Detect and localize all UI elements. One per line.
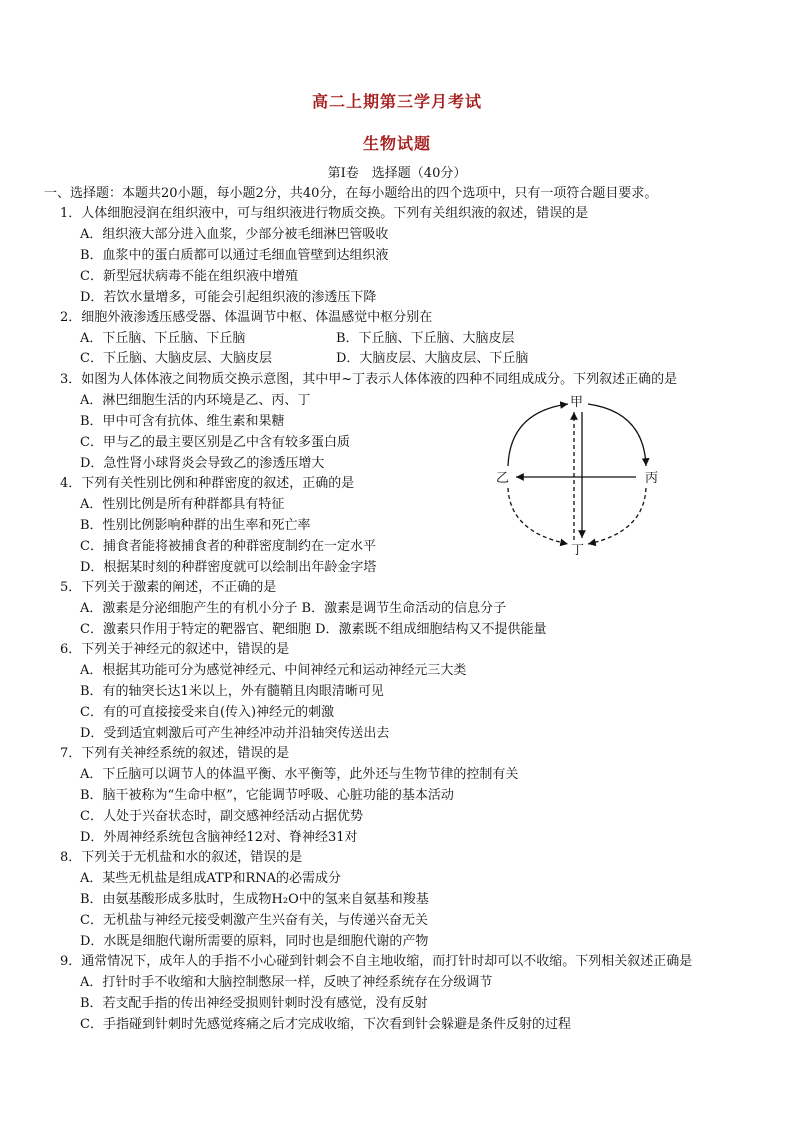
option: B．性别比例影响种群的出生率和死亡率 (80, 518, 311, 533)
question-stem: 5．下列关于激素的阐述，不正确的是 (60, 580, 277, 595)
option: A．某些无机盐是组成ATP和RNA的必需成分 (80, 871, 342, 886)
arrow-yi-to-ding (508, 488, 568, 544)
option: A．激素是分泌细胞产生的有机小分子 B．激素是调节生命活动的信息分子 (80, 601, 507, 616)
option: D．若饮水量增多，可能会引起组织液的渗透压下降 (80, 290, 377, 305)
option: B．若支配手指的传出神经受损则针刺时没有感觉，没有反射 (80, 996, 428, 1011)
question-stem: 8．下列关于无机盐和水的叙述，错误的是 (60, 850, 303, 865)
option: A．性别比例是所有种群都具有特征 (80, 497, 285, 512)
option: A．组织液大部分进入血浆，少部分被毛细淋巴管吸收 (80, 227, 389, 242)
arrow-jia-to-bing (588, 404, 646, 466)
label-yi: 乙 (496, 471, 510, 486)
label-ding: 丁 (571, 543, 585, 557)
option: C．甲与乙的最主要区别是乙中含有较多蛋白质 (80, 435, 350, 450)
question-stem: 6．下列关于神经元的叙述中，错误的是 (60, 642, 290, 657)
option: C．捕食者能将被捕食者的种群密度制约在一定水平 (80, 539, 376, 554)
option: B．脑干被称为“生命中枢”，它能调节呼吸、心脏功能的基本活动 (80, 788, 454, 803)
option: D．水既是细胞代谢所需要的原料，同时也是细胞代谢的产物 (80, 934, 429, 949)
option: B．有的轴突长达1米以上，外有髓鞘且肉眼清晰可见 (80, 684, 384, 699)
section-title: 第Ⅰ卷 选择题（40分） (327, 166, 467, 181)
option: C．无机盐与神经元接受刺激产生兴奋有关，与传递兴奋无关 (80, 913, 428, 928)
option: A．下丘脑可以调节人的体温平衡、水平衡等，此外还与生物节律的控制有关 (80, 767, 519, 782)
option: A．打针时手不收缩和大脑控制憋尿一样，反映了神经系统存在分级调节 (80, 975, 493, 990)
question-stem: 7．下列有关神经系统的叙述，错误的是 (60, 746, 290, 761)
question-stem: 4．下列有关性别比例和种群密度的叙述，正确的是 (60, 476, 355, 491)
option: B．血浆中的蛋白质都可以通过毛细血管壁到达组织液 (80, 248, 389, 263)
body-fluid-diagram (494, 392, 664, 557)
arrow-yi-to-jia (508, 404, 568, 466)
option: B．甲中可含有抗体、维生素和果糖 (80, 414, 285, 429)
question-stem: 9．通常情况下，成年人的手指不小心碰到针刺会不自主地收缩，而打针时却可以不收缩。下列相关叙述正确是 (60, 954, 693, 969)
option: C．手指碰到针刺时先感觉疼痛之后才完成收缩，下次看到针会躲避是条件反射的过程 (80, 1017, 571, 1032)
exam-subtitle: 生物试题 (362, 134, 431, 153)
option: A．淋巴细胞生活的内环境是乙、丙、丁 (80, 393, 311, 408)
option: D．根据某时刻的种群密度就可以绘制出年龄金字塔 (80, 560, 377, 575)
option: A．下丘脑、下丘脑、下丘脑 (80, 331, 246, 346)
option: A．根据其功能可分为感觉神经元、中间神经元和运动神经元三大类 (80, 663, 467, 678)
question-stem: 1．人体细胞浸润在组织液中，可与组织液进行物质交换。下列有关组织液的叙述，错误的是 (60, 206, 589, 221)
option: C．新型冠状病毒不能在组织液中增殖 (80, 269, 298, 284)
option: B．由氨基酸形成多肽时，生成物H₂O中的氢来自氨基和羧基 (80, 892, 429, 907)
option: C．下丘脑、大脑皮层、大脑皮层 (80, 351, 272, 366)
label-jia: 甲 (570, 395, 584, 410)
instructions: 一、选择题：本题共20小题，每小题2分，共40分，在每小题给出的四个选项中，只有一项符合题目要求。 (44, 186, 658, 201)
option: D．外周神经系统包含脑神经12对、脊神经31对 (80, 830, 358, 845)
question-stem: 2．细胞外液渗透压感受器、体温调节中枢、体温感觉中枢分别在 (60, 310, 433, 325)
option: C．激素只作用于特定的靶器官、靶细胞 D．激素既不组成细胞结构又不提供能量 (80, 622, 547, 637)
option: B．下丘脑、下丘脑、大脑皮层 (336, 331, 515, 346)
option: C．有的可直接接受来自(传入)神经元的刺激 (80, 705, 335, 720)
exam-title: 高二上期第三学月考试 (311, 92, 482, 111)
option: D．急性肾小球肾炎会导致乙的渗透压增大 (80, 456, 325, 471)
option: D．大脑皮层、大脑皮层、下丘脑 (336, 351, 529, 366)
arrow-bing-to-ding (588, 488, 646, 544)
label-bing: 丙 (645, 471, 659, 486)
question-stem: 3．如图为人体体液之间物质交换示意图，其中甲~丁表示人体体液的四种不同组成成分。下列叙述正确的是 (60, 372, 678, 387)
option: D．受到适宜刺激后可产生神经冲动并沿轴突传送出去 (80, 726, 390, 741)
option: C．人处于兴奋状态时，副交感神经活动占据优势 (80, 809, 363, 824)
